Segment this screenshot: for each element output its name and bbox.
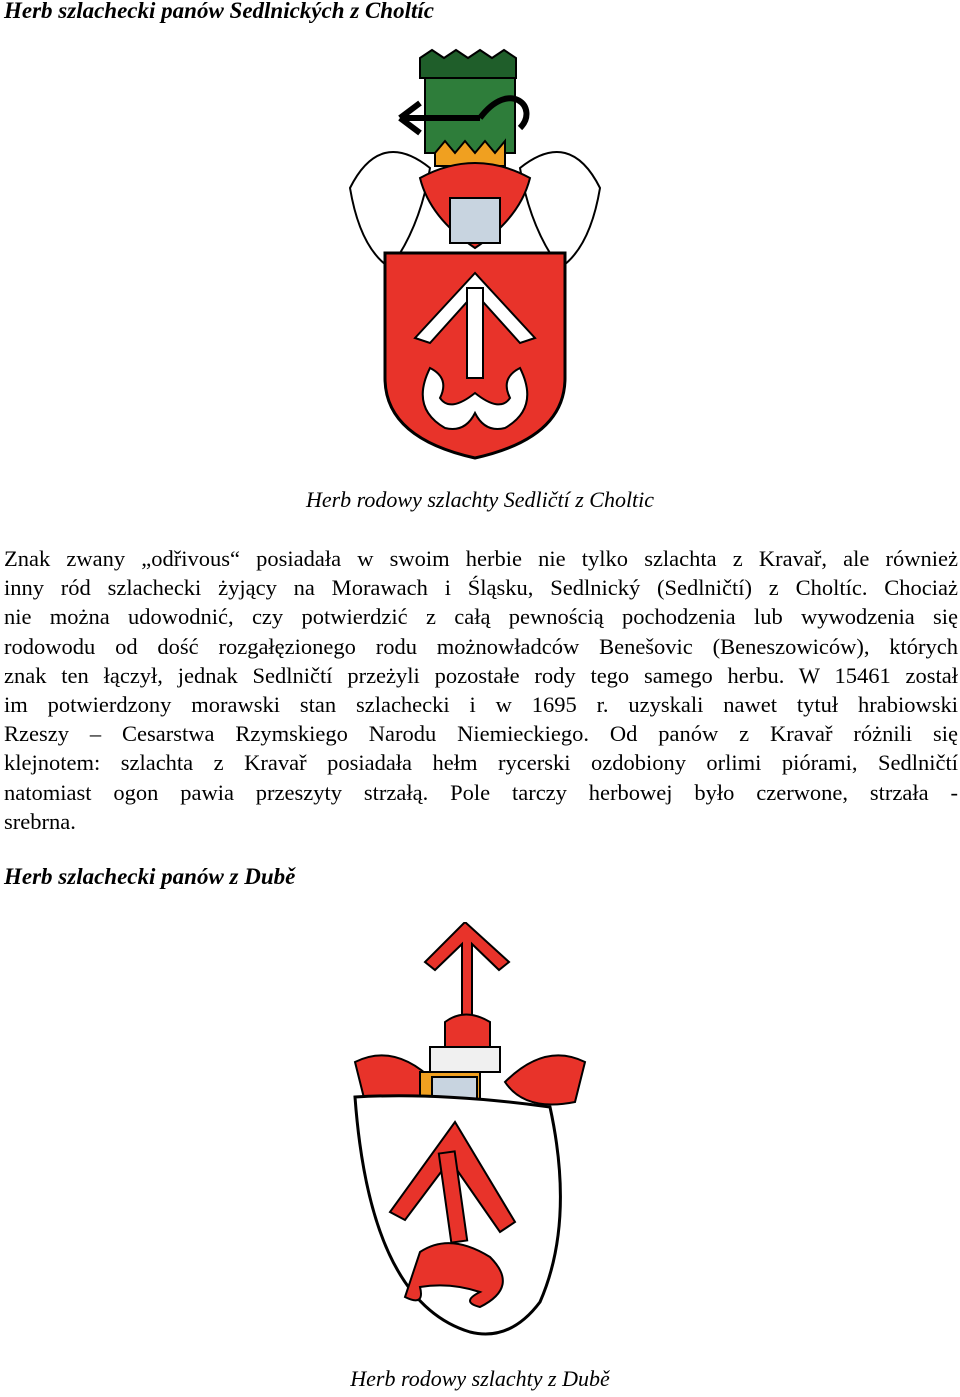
heading-sedlnicky: Herb szlachecki panów Sedlnických z Choltíc [4, 0, 434, 23]
paragraph-line: im potwierdzony morawski stan szlachecki i w 1695 r. uzyskali nawet tytuł hrabiowski [4, 691, 958, 717]
arrow-crest [425, 922, 509, 1052]
paragraph-line: rodowodu od dość rozgałęzionego rodu możnowładców Benešovic (Beneszowiców), których [4, 633, 958, 659]
paragraph-line: znak ten łączył, jednak Sedlničtí przeżyli pozostałe rody tego samego herbu. W 15461 został [4, 662, 958, 688]
paragraph-line: srebrna. [4, 808, 76, 834]
heading-dube: Herb szlachecki panów z Dubě [4, 864, 296, 889]
coat-of-arms-dube [350, 922, 590, 1362]
paragraph-line: natomiast ogon pawia przeszyty strzałą. Pole tarczy herbowej było czerwone, strzała - [4, 779, 958, 805]
paragraph-line: inny ród szlachecki żyjący na Morawach i Śląsku, Sedlnický (Sedlničtí) z Choltíc. Chociaż [4, 575, 958, 601]
paragraph-line: Rzeszy – Cesarstwa Rzymskiego Narodu Niemieckiego. Od panów z Kravař różnili się [4, 721, 958, 747]
body-paragraph [4, 544, 958, 836]
caption-sedlicti: Herb rodowy szlachty Sedličtí z Choltic [305, 487, 655, 512]
paragraph-line: klejnotem: szlachta z Kravař posiadała hełm rycerski ozdobiony orlimi piórami, Sedlničtí [4, 750, 958, 776]
coat-of-arms-sedlnicky [340, 48, 610, 460]
paragraph-line: nie można udowodnić, czy potwierdzić z całą pewnością pochodzenia lub wywodzenia się [4, 604, 958, 630]
caption-dube: Herb rodowy szlachty z Dubě [350, 1366, 610, 1391]
paragraph-line: Znak zwany „odřivous“ posiadała w swoim herbie nie tylko szlachta z Kravař, ale również [4, 546, 958, 571]
